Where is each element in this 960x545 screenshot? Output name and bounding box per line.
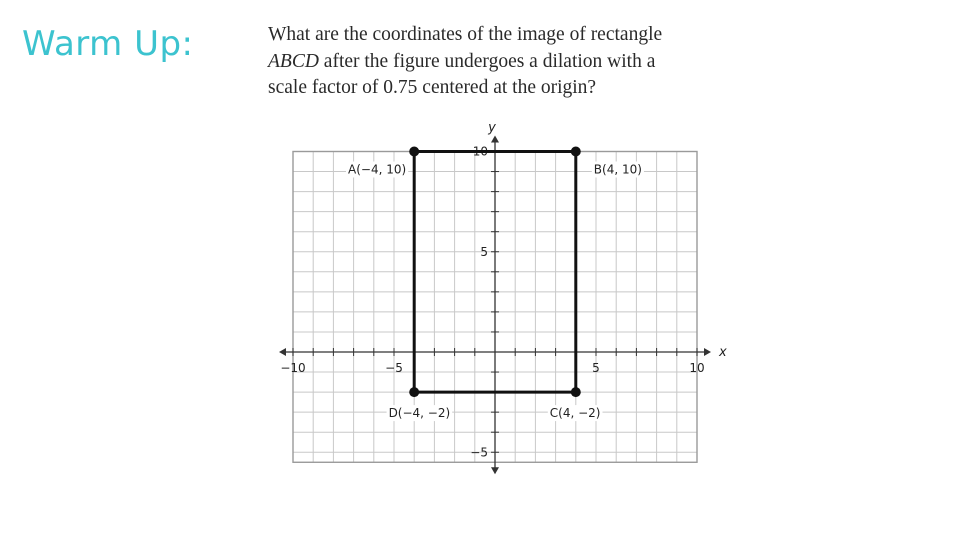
slide-title: Warm Up:: [22, 24, 194, 64]
x-tick-label: 5: [592, 361, 600, 375]
question-line-2-rest: after the figure undergoes a dilation with a: [318, 50, 656, 72]
x-tick-label: −10: [280, 361, 306, 375]
x-axis-arrow-left: [279, 348, 286, 356]
y-tick-label: 10: [472, 144, 488, 159]
vertex-label-d: D(−4, −2): [388, 406, 451, 421]
x-axis-label: x: [719, 345, 727, 360]
y-tick-label: 5: [480, 244, 488, 259]
x-tick-label: −5: [385, 361, 403, 375]
question-line-3: scale factor of 0.75 centered at the origin?: [268, 77, 597, 98]
y-tick-label: −5: [470, 445, 488, 460]
rectangle-name: ABCD: [268, 50, 319, 72]
vertex-point-a: [409, 147, 419, 157]
vertex-label-c: C(4, −2): [549, 406, 601, 421]
vertex-label-a: A(−4, 10): [348, 162, 407, 177]
vertex-label-b: B(4, 10): [593, 162, 642, 177]
vertex-point-b: [571, 147, 581, 157]
y-axis-arrow-down: [491, 467, 499, 474]
y-axis-arrow-up: [491, 136, 499, 143]
x-axis-arrow-right: [704, 348, 711, 356]
y-axis-label: y: [488, 120, 496, 136]
x-tick-label: 10: [689, 361, 705, 375]
vertex-point-c: [571, 387, 581, 397]
question-line-1: What are the coordinates of the image of rectangle: [268, 24, 663, 45]
vertex-point-d: [409, 387, 419, 397]
